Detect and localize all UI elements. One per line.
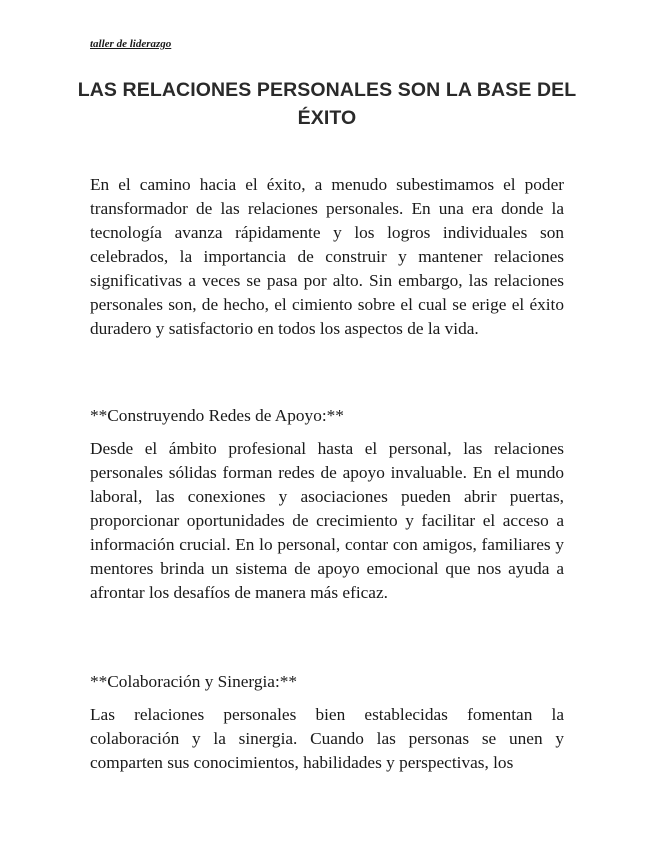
document-title: LAS RELACIONES PERSONALES SON LA BASE DEL ÉXITO <box>77 79 577 129</box>
header-note: taller de liderazgo <box>90 38 172 50</box>
section-paragraph-collaboration: Las relaciones personales bien establecidas fomentan la colaboración y la sinergia. Cuando las personas se unen y comparten sus conocimientos, habilidades y perspectivas, los <box>90 705 564 772</box>
section-heading-collaboration: **Colaboración y Sinergia:** <box>90 672 298 691</box>
section-heading-support-networks: **Construyendo Redes de Apoyo:** <box>90 406 344 425</box>
section-paragraph-support-networks: Desde el ámbito profesional hasta el personal, las relaciones personales sólidas forman redes de apoyo invaluable. En el mundo laboral, las conexiones y asociaciones pueden abrir puertas, proporcionar oportunidades de crecimiento y facilitar el acceso a información crucial. En lo personal, contar con amigos, familiares y mentores brinda un sistema de apoyo emocional que nos ayuda a afrontar los desafíos de manera más eficaz. <box>90 439 564 602</box>
intro-paragraph: En el camino hacia el éxito, a menudo subestimamos el poder transformador de las relaciones personales. En una era donde la tecnología avanza rápidamente y los logros individuales son celebrados, la importancia de construir y mantener relaciones significativas a veces se pasa por alto. Sin embargo, las relaciones personales son, de hecho, el cimiento sobre el cual se erige el éxito duradero y satisfactorio en todos los aspectos de la vida. <box>90 175 564 338</box>
